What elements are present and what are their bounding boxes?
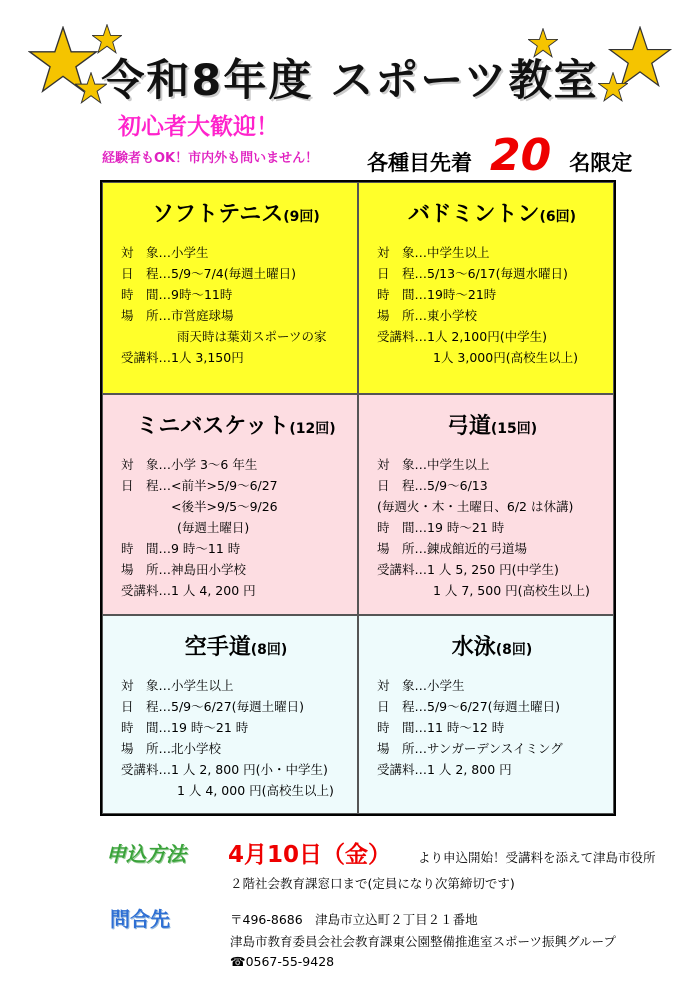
course-grid bbox=[100, 180, 616, 816]
course-title bbox=[121, 630, 351, 661]
course-line: 1 人 4, 000 円(高校生以上) bbox=[177, 783, 334, 798]
course-name: バドミントン bbox=[407, 202, 540, 227]
apply-label: 申込方法 bbox=[106, 842, 186, 866]
course-line: 日 程…5/9～7/4(毎週土曜日) bbox=[121, 266, 296, 281]
course-line: 日 程…5/13～6/17(毎週水曜日) bbox=[377, 266, 568, 281]
course-line: 対 象…中学生以上 bbox=[377, 245, 490, 260]
apply-text: ２階社会教育課窓口まで(定員になり次第締切です) bbox=[230, 876, 515, 891]
course-name: 空手道 bbox=[184, 635, 251, 660]
course-line: 場 所…神島田小学校 bbox=[121, 562, 247, 577]
course-kyudo bbox=[358, 394, 614, 615]
course-line: 時 間…9時～11時 bbox=[121, 287, 233, 302]
course-title bbox=[377, 409, 607, 440]
course-line: 場 所…市営庭球場 bbox=[121, 308, 234, 323]
course-line: 日 程…5/9～6/27(毎週土曜日) bbox=[121, 699, 304, 714]
limit-number: 20 bbox=[490, 130, 552, 181]
course-line: 対 象…中学生以上 bbox=[377, 457, 490, 472]
course-line: 1 人 7, 500 円(高校生以上) bbox=[433, 583, 590, 598]
participant-limit bbox=[367, 130, 633, 181]
course-line: 時 間…19 時～21 時 bbox=[121, 720, 249, 735]
course-line: (毎週土曜日) bbox=[177, 520, 250, 535]
course-line: 時 間…11 時～12 時 bbox=[377, 720, 505, 735]
course-line: 対 象…小学生 bbox=[121, 245, 209, 260]
course-line: 対 象…小学生以上 bbox=[121, 678, 234, 693]
course-soft-tennis bbox=[102, 182, 358, 394]
course-line: 受講料…1 人 2, 800 円 bbox=[377, 762, 512, 777]
contact-organization: 津島市教育委員会社会教育課東公園整備推進室スポーツ振興グループ bbox=[230, 934, 617, 949]
course-line: 日 程…5/9～6/27(毎週土曜日) bbox=[377, 699, 560, 714]
course-count: (12回) bbox=[289, 421, 336, 437]
course-line: 時 間…19時～21時 bbox=[377, 287, 497, 302]
course-line: 場 所…サンガーデンスイミング bbox=[377, 741, 563, 756]
contact-label: 問合先 bbox=[110, 907, 170, 931]
course-line: 1人 3,000円(高校生以上) bbox=[433, 350, 578, 365]
course-line: 受講料…1 人 5, 250 円(中学生) bbox=[377, 562, 559, 577]
course-line: 受講料…1 人 2, 800 円(小・中学生) bbox=[121, 762, 328, 777]
limit-prefix: 各種目先着 bbox=[367, 151, 472, 175]
course-name: 水泳 bbox=[451, 635, 496, 660]
course-line: 受講料…1人 3,150円 bbox=[121, 350, 244, 365]
course-line: 日 程…5/9～6/13 bbox=[377, 478, 488, 493]
welcome-text: 初心者大歓迎！ bbox=[118, 114, 279, 140]
course-count: (9回) bbox=[283, 209, 320, 225]
course-line: 場 所…錬成館近的弓道場 bbox=[377, 541, 528, 556]
page-title: 令和8年度 スポーツ教室 bbox=[101, 56, 599, 106]
apply-date: 4月10日（金） bbox=[228, 842, 392, 868]
course-count: (15回) bbox=[490, 421, 538, 437]
course-line: 時 間…9 時～11 時 bbox=[121, 541, 241, 556]
course-count: (6回) bbox=[539, 209, 577, 225]
course-line: 受講料…1人 2,100円(中学生) bbox=[377, 329, 547, 344]
course-line: 対 象…小学 3～6 年生 bbox=[121, 457, 258, 472]
course-line: 雨天時は葉苅スポーツの家 bbox=[177, 329, 327, 344]
course-name: 弓道 bbox=[446, 414, 491, 439]
course-line: 時 間…19 時～21 時 bbox=[377, 520, 505, 535]
contact-address: 〒496-8686 津島市立込町２丁目２１番地 bbox=[230, 912, 478, 927]
course-line: 日 程…<前半>5/9～6/27 bbox=[121, 478, 278, 493]
course-title bbox=[377, 197, 607, 228]
course-mini-basketball bbox=[102, 394, 358, 615]
subwelcome-text: 経験者もOK！市内外も問いません！ bbox=[102, 151, 319, 166]
course-line: 場 所…東小学校 bbox=[377, 308, 478, 323]
course-title bbox=[377, 630, 607, 661]
course-count: (8回) bbox=[250, 642, 288, 658]
course-line: 場 所…北小学校 bbox=[121, 741, 222, 756]
apply-text: より申込開始！受講料を添えて津島市役所 bbox=[418, 850, 656, 865]
course-title bbox=[121, 409, 351, 440]
course-line: 受講料…1 人 4, 200 円 bbox=[121, 583, 256, 598]
course-line: (毎週火・木・土曜日、6/2 は休講) bbox=[377, 499, 574, 514]
course-badminton bbox=[358, 182, 614, 394]
course-count: (8回) bbox=[495, 642, 533, 658]
course-name: ソフトテニス bbox=[152, 202, 284, 227]
course-name: ミニバスケット bbox=[136, 414, 290, 439]
course-line: 対 象…小学生 bbox=[377, 678, 465, 693]
course-swimming bbox=[358, 615, 614, 814]
course-karate bbox=[102, 615, 358, 814]
contact-phone: ☎0567-55-9428 bbox=[230, 954, 335, 969]
limit-suffix: 名限定 bbox=[569, 151, 633, 175]
course-title bbox=[121, 197, 351, 228]
course-line: <後半>9/5～9/26 bbox=[171, 499, 278, 514]
